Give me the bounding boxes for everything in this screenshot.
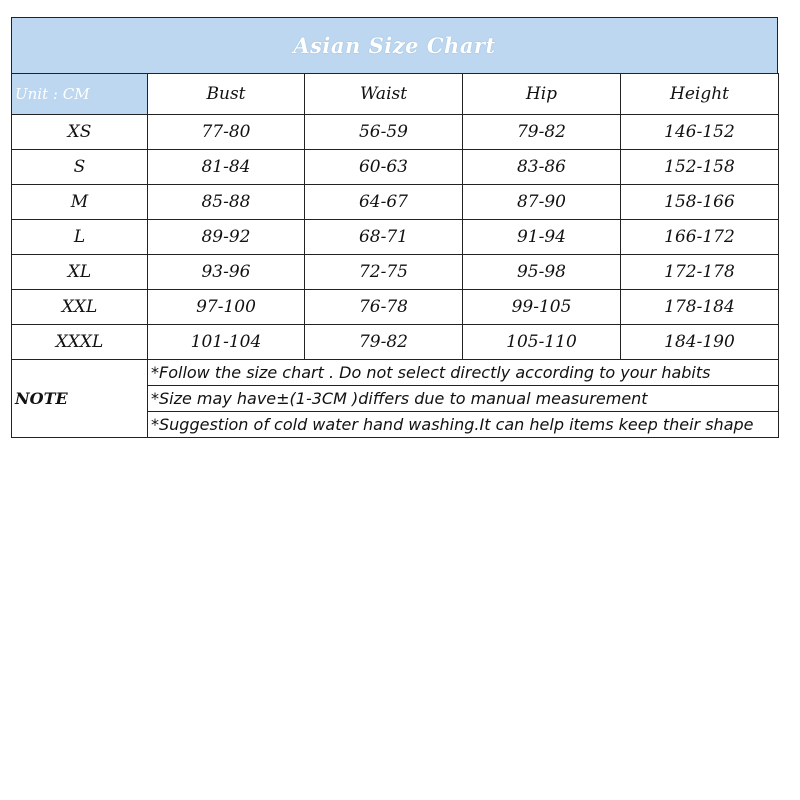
table-cell: 76-78 [305,290,463,325]
table-row [12,290,779,325]
table-row [12,220,779,255]
table-cell: 93-96 [148,255,305,290]
note-label: NOTE [12,360,148,438]
table-cell: 99-105 [463,290,621,325]
size-label: L [12,220,148,255]
size-label: XS [12,115,148,150]
note-row [12,360,779,386]
table-cell: 89-92 [148,220,305,255]
size-label: S [12,150,148,185]
size-label: XXL [12,290,148,325]
table-cell: 95-98 [463,255,621,290]
table-cell: 166-172 [621,220,779,255]
size-label: XXXL [12,325,148,360]
table-cell: 79-82 [463,115,621,150]
note-text: *Follow the size chart . Do not select directly according to your habits [148,360,779,386]
table-cell: 60-63 [305,150,463,185]
table-row [12,115,779,150]
note-text: *Size may have±(1-3CM )differs due to manual measurement [148,386,779,412]
table-cell: 101-104 [148,325,305,360]
table-cell: 158-166 [621,185,779,220]
table-row [12,185,779,220]
size-label: XL [12,255,148,290]
size-chart [11,17,778,438]
note-text: *Suggestion of cold water hand washing.It can help items keep their shape [148,412,779,438]
table-row [12,150,779,185]
table-row [12,255,779,290]
column-header-height: Height [621,74,779,115]
table-cell: 85-88 [148,185,305,220]
chart-title: Asian Size Chart [11,17,778,73]
table-cell: 152-158 [621,150,779,185]
table-cell: 146-152 [621,115,779,150]
column-header-bust: Bust [148,74,305,115]
table-cell: 79-82 [305,325,463,360]
column-header-hip: Hip [463,74,621,115]
table-cell: 172-178 [621,255,779,290]
size-table [11,73,779,438]
table-cell: 81-84 [148,150,305,185]
table-cell: 105-110 [463,325,621,360]
table-cell: 64-67 [305,185,463,220]
table-cell: 68-71 [305,220,463,255]
table-cell: 184-190 [621,325,779,360]
table-cell: 87-90 [463,185,621,220]
table-cell: 83-86 [463,150,621,185]
table-cell: 91-94 [463,220,621,255]
table-row [12,325,779,360]
unit-label: Unit : CM [12,74,148,115]
header-row [12,74,779,115]
table-cell: 72-75 [305,255,463,290]
table-cell: 97-100 [148,290,305,325]
table-cell: 178-184 [621,290,779,325]
column-header-waist: Waist [305,74,463,115]
size-label: M [12,185,148,220]
table-cell: 56-59 [305,115,463,150]
table-cell: 77-80 [148,115,305,150]
